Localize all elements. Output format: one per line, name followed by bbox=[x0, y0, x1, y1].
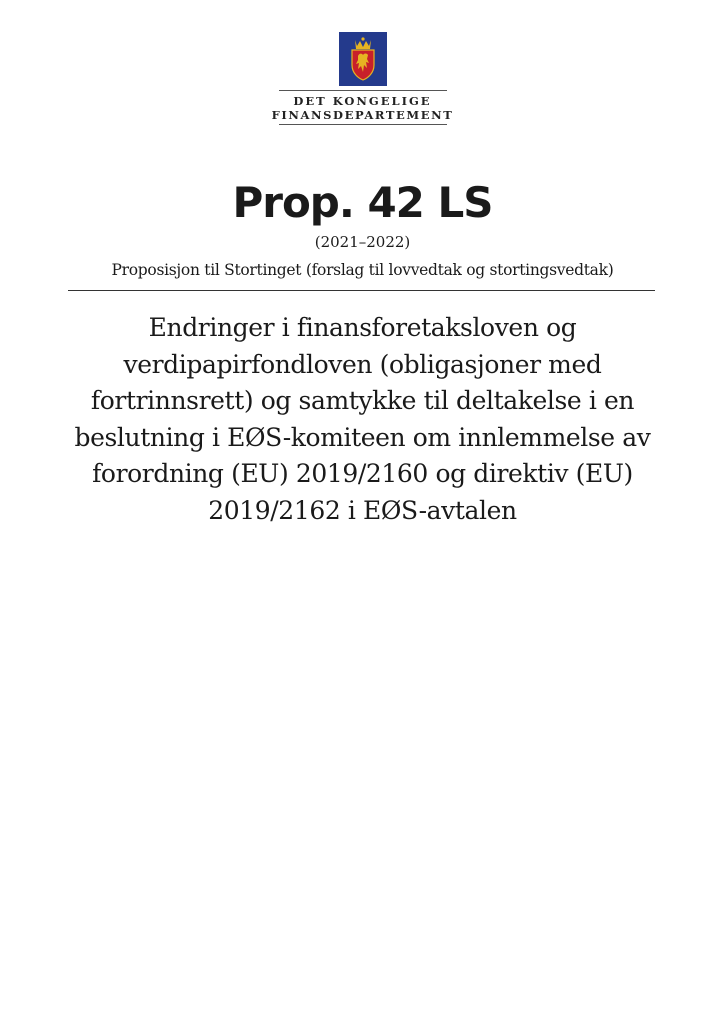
proposition-title: Prop. 42 LS bbox=[232, 178, 493, 227]
document-title: Endringer i finansforetaksloven og verdipapirfondloven (obligasjoner med fortrinnsrett) og samtykke til deltakelse i en beslutning i EØS-komiteen om innlemmelse av forordning (EU) 2019/2160 og direktiv (EU) 2019/2162 i EØS-avtalen bbox=[74, 313, 651, 525]
ministry-logo bbox=[0, 32, 725, 128]
title-divider bbox=[68, 290, 655, 291]
session-years: (2021–2022) bbox=[314, 233, 411, 251]
ministry-name-line2: FINANSDEPARTEMENT bbox=[271, 108, 454, 122]
ministry-name-line1: DET KONGELIGE bbox=[293, 94, 432, 108]
proposition-subtitle: Proposisjon til Stortinget (forslag til lovvedtak og stortingsvedtak) bbox=[111, 261, 614, 279]
norwegian-coat-of-arms-icon bbox=[339, 32, 387, 86]
logo-divider-top bbox=[279, 90, 447, 91]
ministry-name bbox=[0, 90, 725, 125]
logo-divider-bottom bbox=[279, 124, 447, 125]
